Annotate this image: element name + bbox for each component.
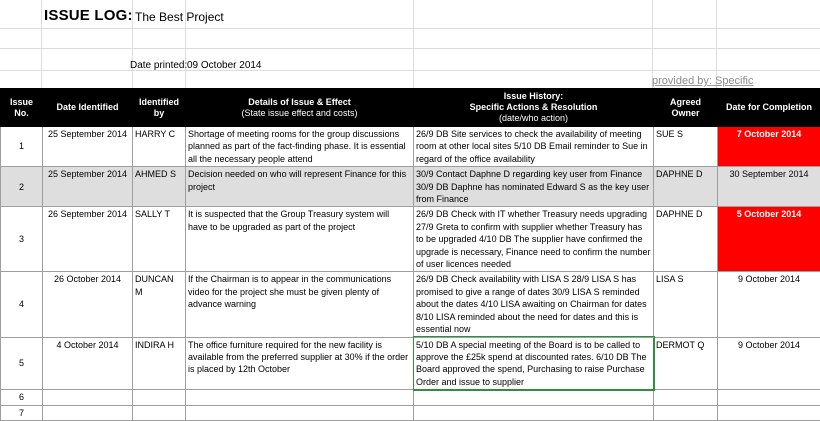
issue-no-cell[interactable]: 6 xyxy=(1,390,43,405)
issue-row xyxy=(1,207,820,272)
history-cell[interactable]: 26/9 DB Site services to check the availability of meeting room at other local sites 5/10 DB Email reminder to Sue in regard of the office availability xyxy=(414,127,654,167)
issue-log-table xyxy=(0,88,820,421)
col-header-details[interactable] xyxy=(186,89,414,127)
identified-by-cell[interactable]: AHMED S xyxy=(133,167,186,207)
history-header-line: Issue History: xyxy=(416,91,651,102)
issue-row xyxy=(1,127,820,167)
col-header-date-completion[interactable]: Date for Completion xyxy=(718,89,820,127)
owner-cell[interactable]: DERMOT Q xyxy=(654,337,718,390)
issue-no-cell[interactable]: 3 xyxy=(1,207,43,272)
completion-date-cell[interactable]: 9 October 2014 xyxy=(718,272,820,337)
empty-cell[interactable] xyxy=(414,405,654,420)
date-identified-cell[interactable]: 4 October 2014 xyxy=(43,337,133,390)
empty-cell[interactable] xyxy=(654,390,718,405)
empty-cell[interactable] xyxy=(186,405,414,420)
details-cell[interactable]: If the Chairman is to appear in the communications video for the project she must be given plenty of advance warning xyxy=(186,272,414,337)
issue-no-cell[interactable]: 7 xyxy=(1,405,43,420)
issue-no-cell[interactable]: 1 xyxy=(1,127,43,167)
date-identified-cell[interactable]: 26 October 2014 xyxy=(43,272,133,337)
date-identified-cell[interactable]: 25 September 2014 xyxy=(43,167,133,207)
empty-cell[interactable] xyxy=(133,405,186,420)
history-cell[interactable]: 30/9 Contact Daphne D regarding key user from Finance 30/9 DB Daphne has nominated Edward S as the key user from Finance xyxy=(414,167,654,207)
gridline xyxy=(41,0,42,88)
owner-cell[interactable]: SUE S xyxy=(654,127,718,167)
date-identified-cell[interactable]: 25 September 2014 xyxy=(43,127,133,167)
empty-cell[interactable] xyxy=(186,390,414,405)
empty-cell[interactable] xyxy=(43,390,133,405)
gridline xyxy=(0,28,820,29)
identified-by-cell[interactable]: HARRY C xyxy=(133,127,186,167)
gridline xyxy=(0,48,820,49)
issue-no-cell[interactable]: 5 xyxy=(1,337,43,390)
col-header-date-identified[interactable]: Date Identified xyxy=(43,89,133,127)
issue-log-title[interactable]: ISSUE LOG: xyxy=(44,7,133,24)
owner-cell[interactable]: LISA S xyxy=(654,272,718,337)
details-cell[interactable]: It is suspected that the Group Treasury system will have to be upgraded as part of the project xyxy=(186,207,414,272)
date-identified-cell[interactable]: 26 September 2014 xyxy=(43,207,133,272)
empty-cell[interactable] xyxy=(718,390,820,405)
history-cell-selected[interactable]: 5/10 DB A special meeting of the Board is to be called to approve the £25k spend at discounted rates. 6/10 DB The Board approved the spend, Purchasing to raise Purchase Order and issue to supplier xyxy=(414,337,654,390)
completion-date-cell[interactable]: 30 September 2014 xyxy=(718,167,820,207)
owner-cell[interactable]: DAPHNE D xyxy=(654,207,718,272)
date-printed-value[interactable]: 09 October 2014 xyxy=(187,60,262,71)
issue-row xyxy=(1,272,820,337)
empty-cell[interactable] xyxy=(414,390,654,405)
history-cell[interactable]: 26/9 DB Check availability with LISA S 28/9 LISA S has promised to give a range of dates 30/9 LISA S reminded about the dates 4/10 LISA awaiting on Chairman for dates 8/10 LISA reminded about the need for dates and this is essential now xyxy=(414,272,654,337)
empty-cell[interactable] xyxy=(43,405,133,420)
empty-cell[interactable] xyxy=(133,390,186,405)
provided-by-link[interactable]: provided by: Specific xyxy=(652,75,754,87)
issue-no-cell[interactable]: 4 xyxy=(1,272,43,337)
col-header-agreed-owner[interactable]: Agreed Owner xyxy=(654,89,718,127)
project-name[interactable]: The Best Project xyxy=(135,10,224,24)
identified-by-cell[interactable]: SALLY T xyxy=(133,207,186,272)
details-cell[interactable]: The office furniture required for the new facility is available from the preferred supplier at 30% if the order is placed by 12th October xyxy=(186,337,414,390)
issue-row xyxy=(1,167,820,207)
details-cell[interactable]: Decision needed on who will represent Finance for this project xyxy=(186,167,414,207)
details-header-line: (State issue effect and costs) xyxy=(188,108,411,119)
issue-row xyxy=(1,337,820,390)
gridline xyxy=(0,70,820,71)
empty-row xyxy=(1,405,820,420)
header-row xyxy=(1,89,820,127)
completion-date-cell-overdue[interactable]: 7 October 2014 xyxy=(718,127,820,167)
details-header-line: Details of Issue & Effect xyxy=(188,97,411,108)
empty-row xyxy=(1,390,820,405)
completion-date-cell-overdue[interactable]: 5 October 2014 xyxy=(718,207,820,272)
issue-no-cell[interactable]: 2 xyxy=(1,167,43,207)
history-header-line: Specific Actions & Resolution xyxy=(416,102,651,113)
date-printed-label[interactable]: Date printed: xyxy=(130,60,187,71)
col-header-history[interactable] xyxy=(414,89,654,127)
owner-cell[interactable]: DAPHNE D xyxy=(654,167,718,207)
empty-cell[interactable] xyxy=(718,405,820,420)
gridline xyxy=(413,0,414,88)
completion-date-cell[interactable]: 9 October 2014 xyxy=(718,337,820,390)
col-header-issue-no[interactable]: Issue No. xyxy=(1,89,43,127)
details-cell[interactable]: Shortage of meeting rooms for the group discussions planned as part of the fact-finding phase. It is essential all the necessary people attend xyxy=(186,127,414,167)
history-header-line: (date/who action) xyxy=(416,113,651,124)
col-header-identified-by[interactable]: Identified by xyxy=(133,89,186,127)
identified-by-cell[interactable]: DUNCAN M xyxy=(133,272,186,337)
empty-cell[interactable] xyxy=(654,405,718,420)
history-cell[interactable]: 26/9 DB Check with IT whether Treasury needs upgrading 27/9 Greta to confirm with supplier whether Treasury has to be upgraded 4/10 DB The supplier have confirmed the upgrade is necessary, Finance need to confirm the number of user licences needed xyxy=(414,207,654,272)
identified-by-cell[interactable]: INDIRA H xyxy=(133,337,186,390)
